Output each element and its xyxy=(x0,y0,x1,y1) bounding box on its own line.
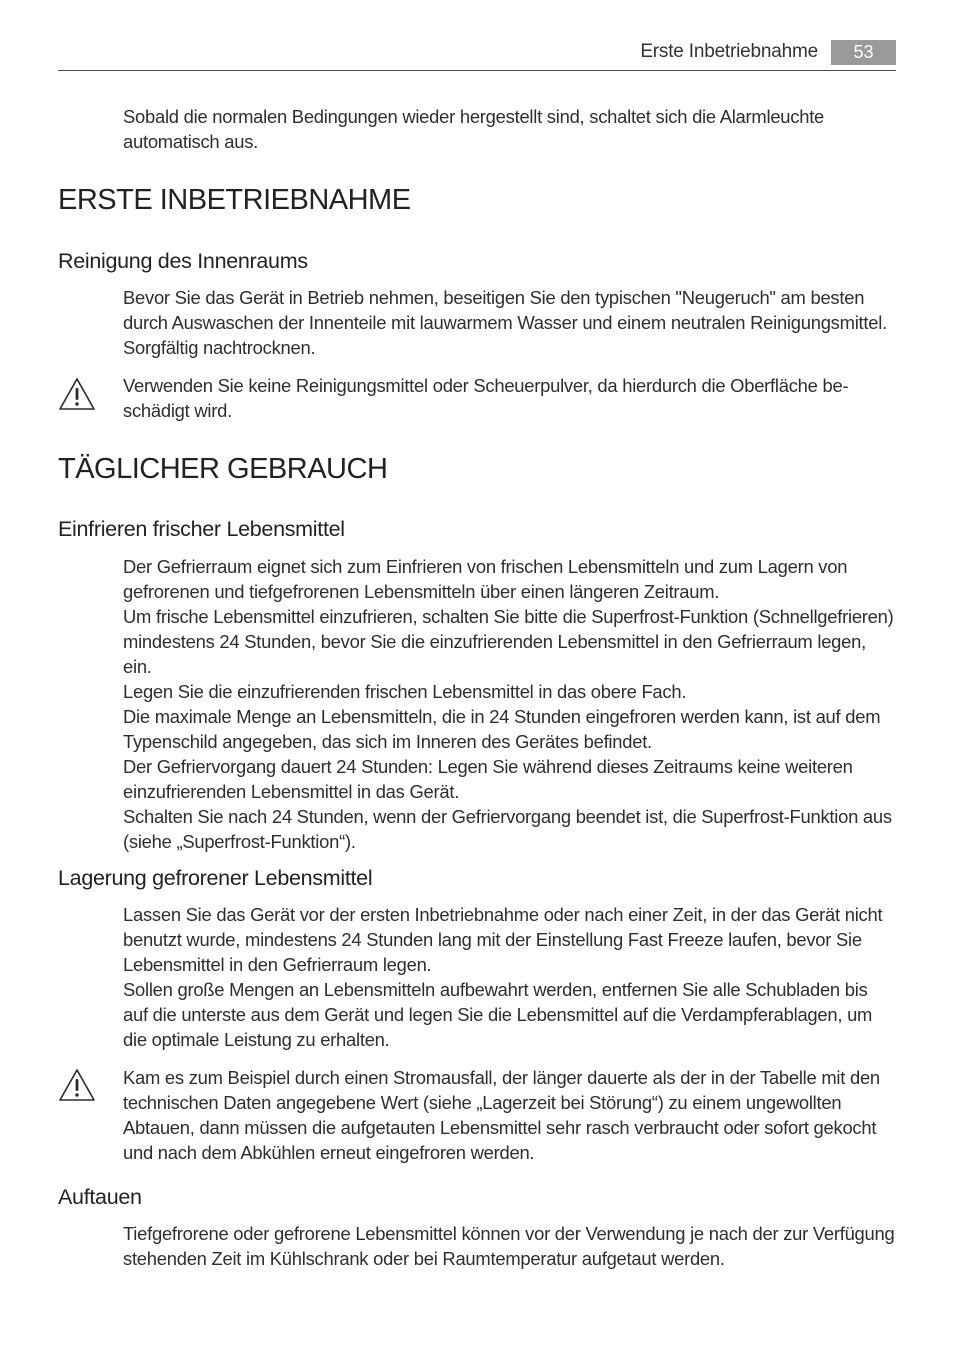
einfrieren-paragraphs xyxy=(123,554,897,854)
warning-icon xyxy=(58,377,96,411)
subheading-einfrieren: Einfrieren frischer Lebensmittel xyxy=(58,517,345,541)
einfrieren-text-6: Schalten Sie nach 24 Stunden, wenn der Gefriervorgang beendet ist, die Superfrost-Funktion aus (siehe „Superfrost-Funktion“). xyxy=(123,806,892,852)
einfrieren-text-1: Der Gefrierraum eignet sich zum Einfrieren von frischen Lebensmitteln und zum Lagern von gefrorenen und tiefgefrorenen Lebensmitteln über einen längeren Zeitraum. xyxy=(123,556,848,602)
page-number: 53 xyxy=(831,40,896,65)
intro-text: Sobald die normalen Bedingungen wieder hergestellt sind, schaltet sich die Alarmleuchte automatisch aus. xyxy=(123,106,825,152)
subheading-reinigung: Reinigung des Innenraums xyxy=(58,249,308,273)
einfrieren-text-5: Der Gefriervorgang dauert 24 Stunden: Legen Sie während dieses Zeitraums keine weiteren einzufrierenden Lebensmittel in das Gerät. xyxy=(123,756,853,802)
reinigung-warning xyxy=(123,373,897,423)
section-heading-erste-inbetriebnahme: ERSTE INBETRIEBNAHME xyxy=(58,184,411,216)
einfrieren-text-2: Um frische Lebensmittel einzufrieren, schalten Sie bitte die Superfrost-Funktion (Schnellgefrieren) mindestens 24 Stunden, bevor Sie die einzufrierenden Lebensmittel in den Gefrierraum legen, ein. xyxy=(123,606,894,677)
warning-icon xyxy=(58,1068,96,1102)
auftauen-text: Tiefgefrorene oder gefrorene Lebensmittel können vor der Verwendung je nach der zur Verfügung stehenden Zeit im Kühlschrank oder bei Raumtemperatur aufgetaut werden. xyxy=(123,1223,895,1269)
auftauen-paragraph xyxy=(123,1221,897,1271)
lagerung-warning-text: Kam es zum Beispiel durch einen Stromausfall, der länger dauerte als der in der Tabelle mit den technischen Daten angegebene Wert (siehe „Lagerzeit bei Störung“) zu einem ungewollten Abtauen, dann müssen die aufgetauten Lebensmittel sehr rasch verbraucht oder sofort gekocht und nach dem Abkühlen erneut eingefroren werden. xyxy=(123,1067,880,1163)
header-title: Erste Inbetriebnahme xyxy=(640,41,818,62)
reinigung-warning-text: Verwenden Sie keine Reinigungsmittel oder Scheuerpulver, da hierdurch die Oberfläche beschädigt wird. xyxy=(123,375,849,421)
subheading-auftauen: Auftauen xyxy=(58,1185,142,1209)
lagerung-text-2: Sollen große Mengen an Lebensmitteln aufbewahrt werden, entfernen Sie alle Schubladen bis auf die unterste aus dem Gerät und legen Sie die Lebensmittel auf die Verdampferablagen, um die optimale Leistung zu erhalten. xyxy=(123,979,873,1050)
reinigung-paragraph xyxy=(123,285,897,360)
lagerung-warning xyxy=(123,1065,897,1165)
intro-paragraph xyxy=(123,104,897,154)
lagerung-text-1: Lassen Sie das Gerät vor der ersten Inbetriebnahme oder nach einer Zeit, in der das Gerät nicht benutzt wurde, mindestens 24 Stunden lang mit der Einstellung Fast Freeze laufen, bevor Sie Lebensmittel in den Gefrierraum legen. xyxy=(123,904,883,975)
section-heading-taeglicher-gebrauch: TÄGLICHER GEBRAUCH xyxy=(58,453,388,485)
lagerung-paragraphs xyxy=(123,902,897,1052)
reinigung-text: Bevor Sie das Gerät in Betrieb nehmen, beseitigen Sie den typischen "Neugeruch" am besten durch Auswaschen der Innenteile mit lauwarmem Wasser und einem neutralen Reinigungsmittel. Sorgfältig nachtrocknen. xyxy=(123,287,887,358)
subheading-lagerung: Lagerung gefrorener Lebensmittel xyxy=(58,866,373,890)
einfrieren-text-4: Die maximale Menge an Lebensmitteln, die in 24 Stunden eingefroren werden kann, ist auf dem Typenschild angegeben, das sich im Inneren des Gerätes befindet. xyxy=(123,706,881,752)
einfrieren-text-3: Legen Sie die einzufrierenden frischen Lebensmittel in das obere Fach. xyxy=(123,681,687,702)
page-header xyxy=(58,38,896,71)
